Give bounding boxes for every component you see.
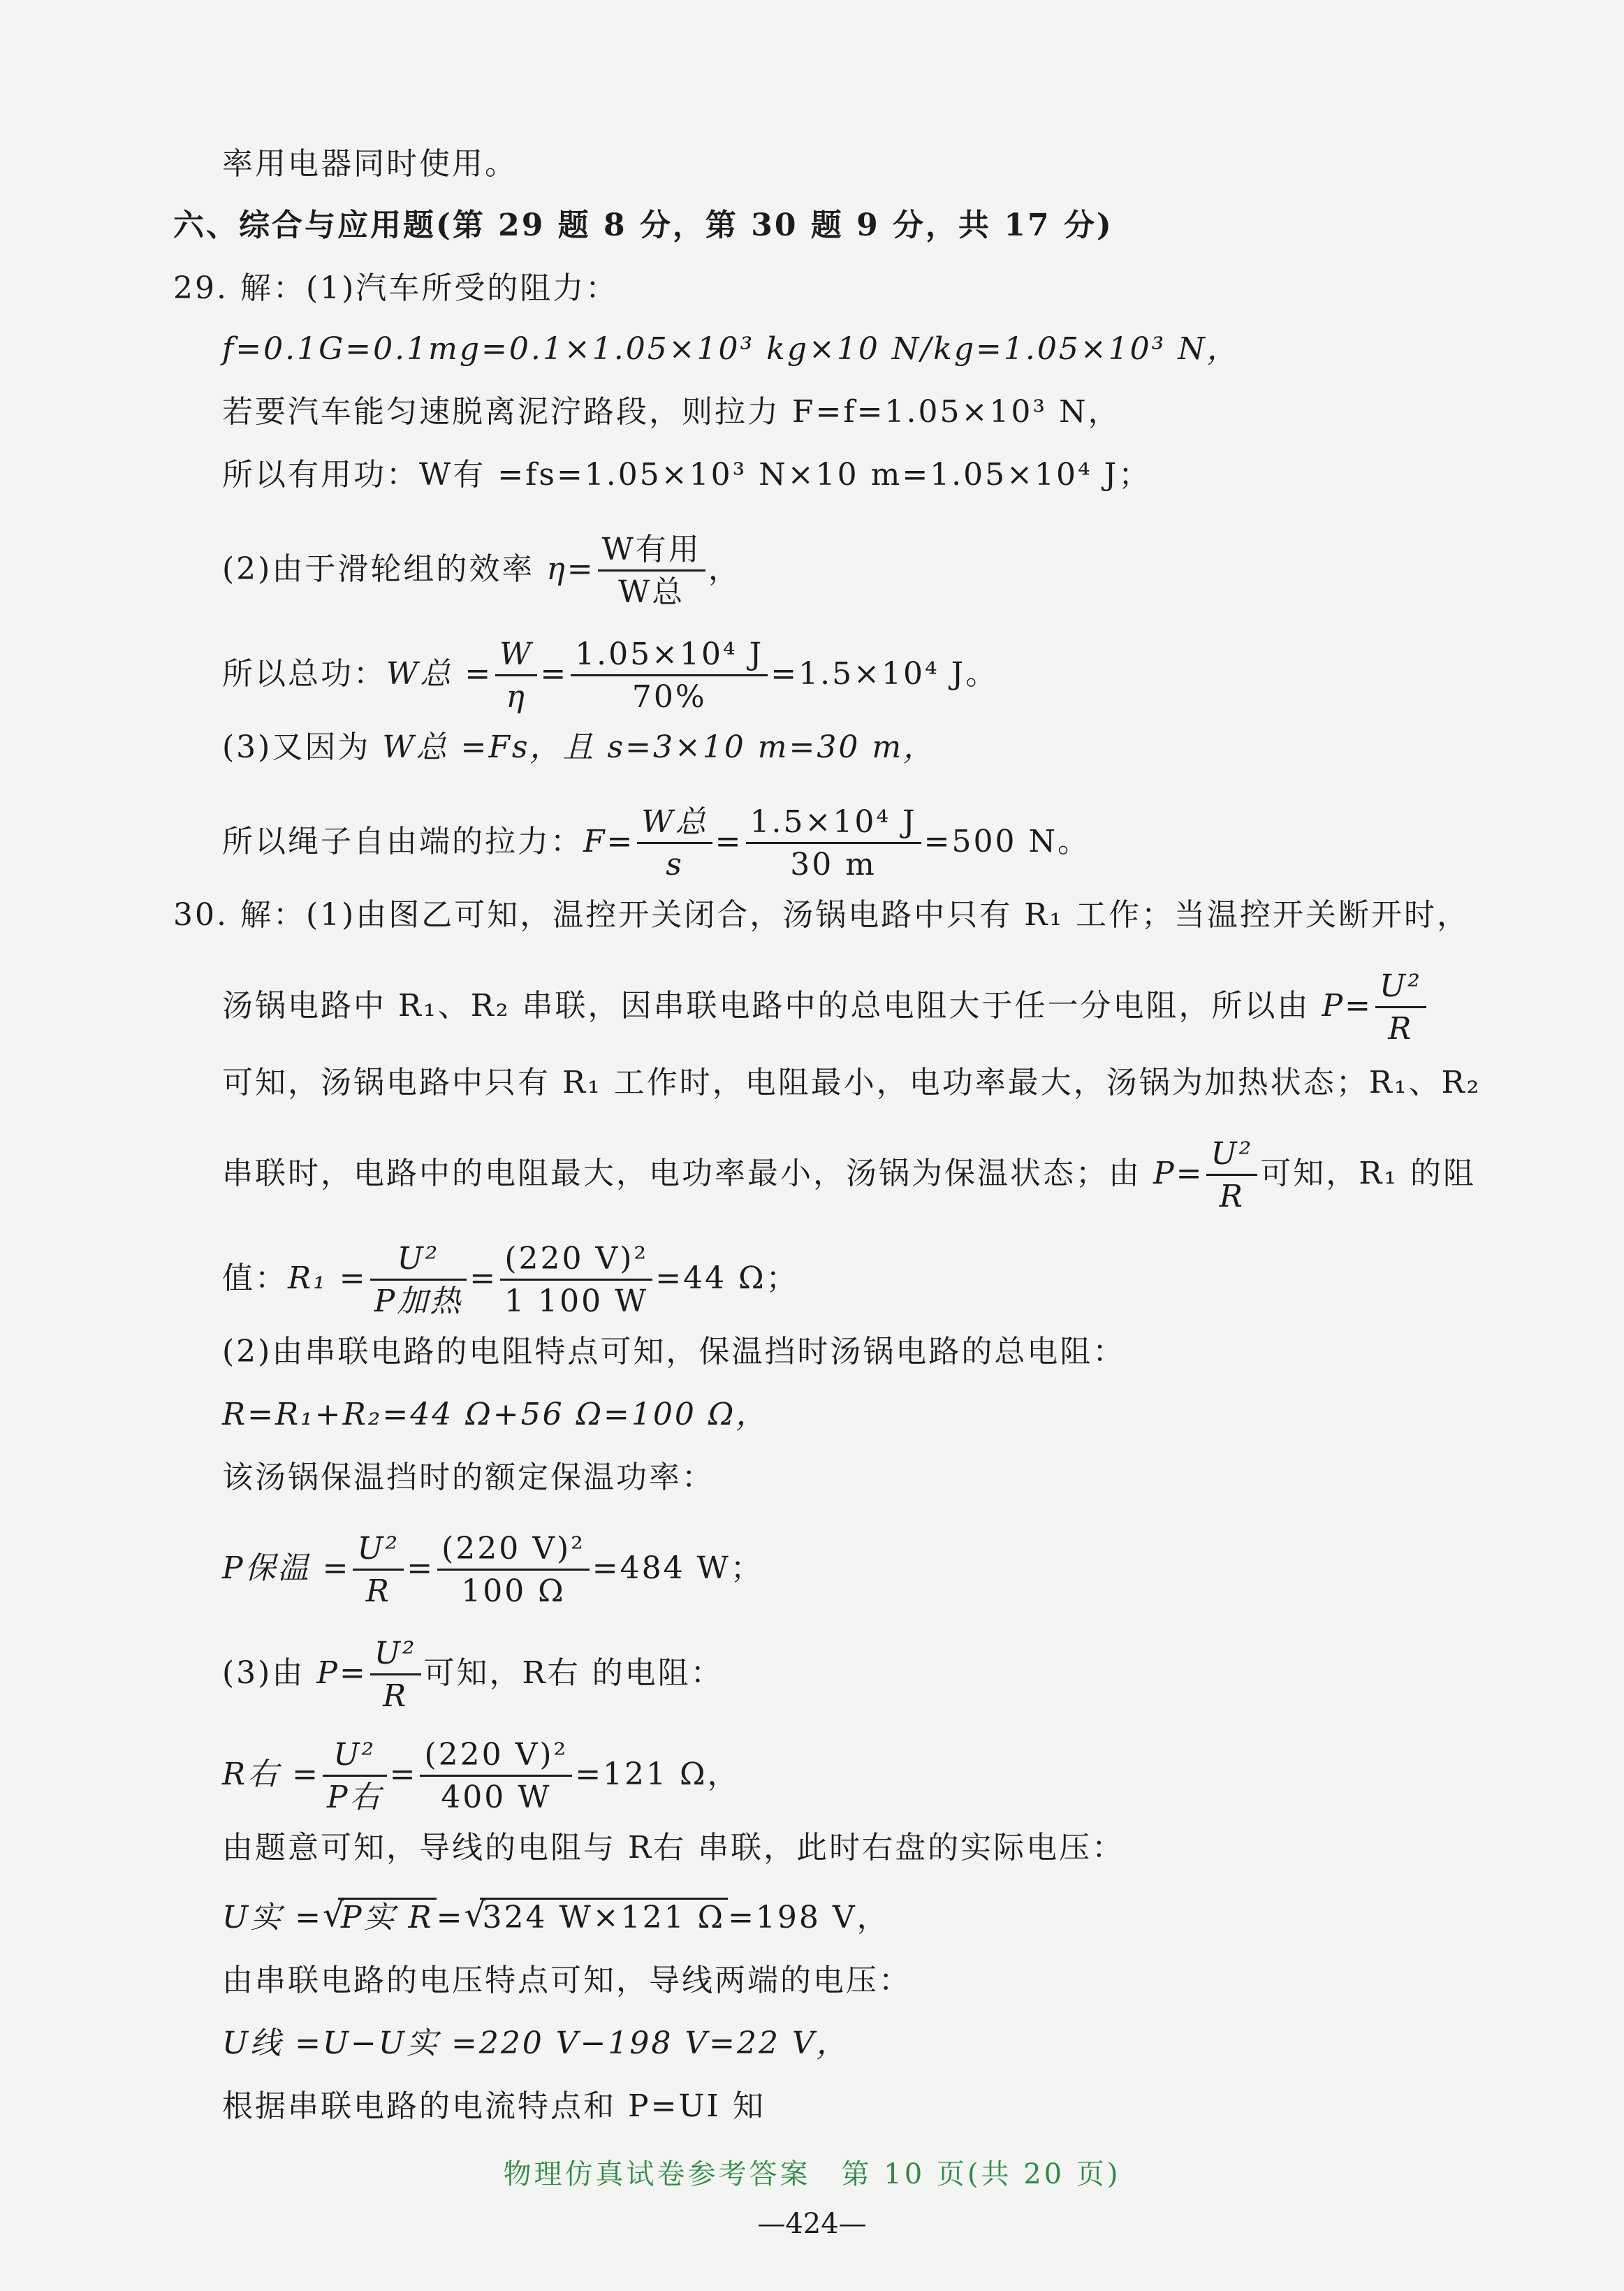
radicand: P实 R: [338, 1898, 437, 1935]
denominator: 70%: [631, 679, 707, 715]
text-line: 由串联电路的电压特点可知，导线两端的电压：: [222, 1963, 912, 1998]
text-line: 率用电器同时使用。: [222, 146, 518, 182]
r-right-calc-line: R右 = $\frac{\text{U²}}{\text{P右}}$ = $\frac{\text{(220 V)²}}{400 W}$ =121 Ω，: [222, 1737, 740, 1815]
numerator: (220 V)²: [500, 1244, 652, 1281]
radicand: 324 W×121 Ω: [480, 1898, 729, 1935]
numerator: W有用: [598, 534, 705, 572]
text-line: 汤锅电路中 R₁、R₂ 串联，因串联电路中的总电阻大于任一分电阻，所以由 P= $\frac{\text{U²}}{R}$: [222, 971, 1429, 1045]
text: R右 =: [222, 1757, 320, 1792]
fraction: [637, 804, 712, 882]
fraction: [500, 1241, 652, 1319]
text: =500 N。: [923, 824, 1090, 859]
text: (2)由于滑轮组的效率: [222, 551, 535, 587]
text: U实 =: [222, 1900, 323, 1935]
denominator: R: [1388, 1011, 1414, 1047]
text: =: [436, 1900, 464, 1935]
numerator: W: [495, 639, 537, 676]
fraction: [1375, 968, 1426, 1047]
numerator: 1.5×10⁴ J: [746, 807, 921, 844]
numerator: U²: [1375, 971, 1426, 1008]
numerator: U²: [1206, 1139, 1257, 1176]
section-heading: 六、综合与应用题(第 29 题 8 分，第 30 题 9 分，共 17 分): [173, 208, 1113, 243]
text-line: [222, 727, 936, 769]
sqrt: [323, 1897, 437, 1939]
voltage-calc-line: [222, 1897, 890, 1939]
fraction: [353, 1531, 404, 1609]
text: R₁ =: [288, 1260, 367, 1296]
numerator: 1.05×10⁴ J: [571, 639, 768, 676]
equation-line: U线 =U−U实 =220 V−198 V=22 V，: [222, 2025, 849, 2061]
denominator: η: [506, 679, 527, 715]
text-line: (3)由 P= $\frac{\text{U²}}{R}$ 可知，R右 的电阻：: [222, 1636, 724, 1714]
text: (3)又因为: [222, 729, 371, 765]
text: F=: [583, 824, 635, 859]
text-line: 若要汽车能匀速脱离泥泞路段，则拉力 F=f=1.05×10³ N，: [222, 394, 1121, 430]
text: (3)由: [222, 1655, 305, 1691]
numerator: U²: [353, 1534, 404, 1571]
numerator: U²: [370, 1638, 421, 1675]
fraction: [495, 639, 537, 713]
power-calc-line: P保温 = $\frac{\text{U²}}{R}$ = $\frac{\text{(220 V)²}}{100 \Omega}$ =484 W；: [222, 1531, 763, 1609]
text: 串联时，电路中的电阻最大，电功率最小，汤锅为保温状态；由: [222, 1156, 1141, 1191]
r1-calc-line: 值：R₁ = $\frac{\text{U²}}{\text{P加热}}$ = $\frac{\text{(220 V)²}}{1 100 W}$ =44 Ω；: [222, 1241, 799, 1319]
denominator: 400 W: [441, 1780, 552, 1815]
text: 所以绳子自由端的拉力：: [222, 824, 583, 859]
total-work-line: 所以总功：W总 = $\frac{W}{\eta}$ = $\frac{\text{1.05×10⁴ J}}{70\%}$ =1.5×10⁴ J。: [222, 637, 999, 715]
text: 汤锅电路中 R₁、R₂ 串联，因串联电路中的总电阻大于任一分电阻，所以由: [222, 988, 1310, 1024]
text: =484 W；: [592, 1550, 763, 1586]
fraction: [420, 1737, 572, 1815]
denominator: 30 m: [790, 847, 877, 882]
text: =1.5×10⁴ J。: [770, 656, 999, 692]
text-line: 所以有用功：W有 =fs=1.05×10³ N×10 m=1.05×10⁴ J；: [222, 457, 1152, 493]
text: 值：: [222, 1260, 288, 1296]
text-line: 可知，汤锅电路中只有 R₁ 工作时，电阻最小，电功率最大，汤锅为加热状态；R₁、R₂: [222, 1065, 1482, 1100]
numerator: U²: [323, 1740, 387, 1777]
text: W总 =Fs，且 s=3×10 m=30 m，: [382, 729, 937, 765]
text: =198 V，: [728, 1900, 890, 1935]
efficiency-line: (2)由于滑轮组的效率 η= $\frac{\text{W有用}}{\text{W总}}$ ，: [222, 532, 741, 610]
denominator: R: [1219, 1179, 1245, 1214]
sqrt: [464, 1897, 729, 1939]
page-number: —424—: [757, 2208, 867, 2240]
fraction: [437, 1531, 590, 1609]
fraction: [571, 639, 768, 713]
text-line: 根据串联电路的电流特点和 P=UI 知: [222, 2088, 766, 2124]
equation-line: f=0.1G=0.1mg=0.1×1.05×10³ kg×10 N/kg=1.05×10³ N，: [222, 331, 1240, 367]
text: =121 Ω，: [575, 1757, 740, 1792]
text: =44 Ω；: [655, 1260, 799, 1296]
fraction: [1206, 1136, 1257, 1214]
footer-caption: 物理仿真试卷参考答案 第 10 页(共 20 页): [503, 2158, 1121, 2190]
text-line: 由题意可知，导线的电阻与 R右 串联，此时右盘的实际电压：: [222, 1830, 1125, 1865]
denominator: R: [383, 1678, 409, 1714]
text-line: (2)由串联电路的电阻特点可知，保温挡时汤锅电路的总电阻：: [222, 1334, 1126, 1369]
text: W总 =: [386, 656, 493, 692]
question-30-start: 30. 解：(1)由图乙可知，温控开关闭合，汤锅电路中只有 R₁ 工作；当温控开关断开时，: [173, 897, 1470, 933]
text: P保温 =: [222, 1550, 351, 1586]
fraction: [323, 1737, 387, 1815]
numerator: (220 V)²: [420, 1740, 572, 1777]
fraction: [370, 1241, 467, 1319]
text: 可知，R₁ 的阻: [1260, 1156, 1476, 1191]
fraction: [746, 804, 921, 882]
text-line: 串联时，电路中的电阻最大，电功率最小，汤锅为保温状态；由 P= $\frac{\text{U²}}{R}$ 可知，R₁ 的阻: [222, 1136, 1476, 1214]
denominator: P加热: [374, 1283, 463, 1319]
fraction: [370, 1638, 421, 1712]
fraction: [598, 534, 705, 608]
equation-line: R=R₁+R₂=44 Ω+56 Ω=100 Ω，: [222, 1397, 769, 1432]
numerator: U²: [370, 1244, 467, 1281]
denominator: W总: [618, 574, 685, 610]
denominator: 100 Ω: [461, 1573, 566, 1609]
numerator: W总: [637, 807, 712, 844]
denominator: 1 100 W: [504, 1283, 649, 1319]
numerator: (220 V)²: [437, 1534, 590, 1571]
text: 可知，R右 的电阻：: [423, 1655, 724, 1691]
denominator: s: [666, 847, 684, 882]
denominator: R: [365, 1573, 391, 1609]
denominator: P右: [326, 1780, 383, 1815]
text: 所以总功：: [222, 656, 386, 692]
question-29-start: 29. 解：(1)汽车所受的阻力：: [173, 270, 619, 306]
rope-force-line: 所以绳子自由端的拉力：F= $\frac{\text{W总}}{s}$ = $\frac{\text{1.5×10⁴ J}}{30 m}$ =500 N。: [222, 804, 1090, 882]
text-line: 该汤锅保温挡时的额定保温功率：: [222, 1460, 715, 1495]
